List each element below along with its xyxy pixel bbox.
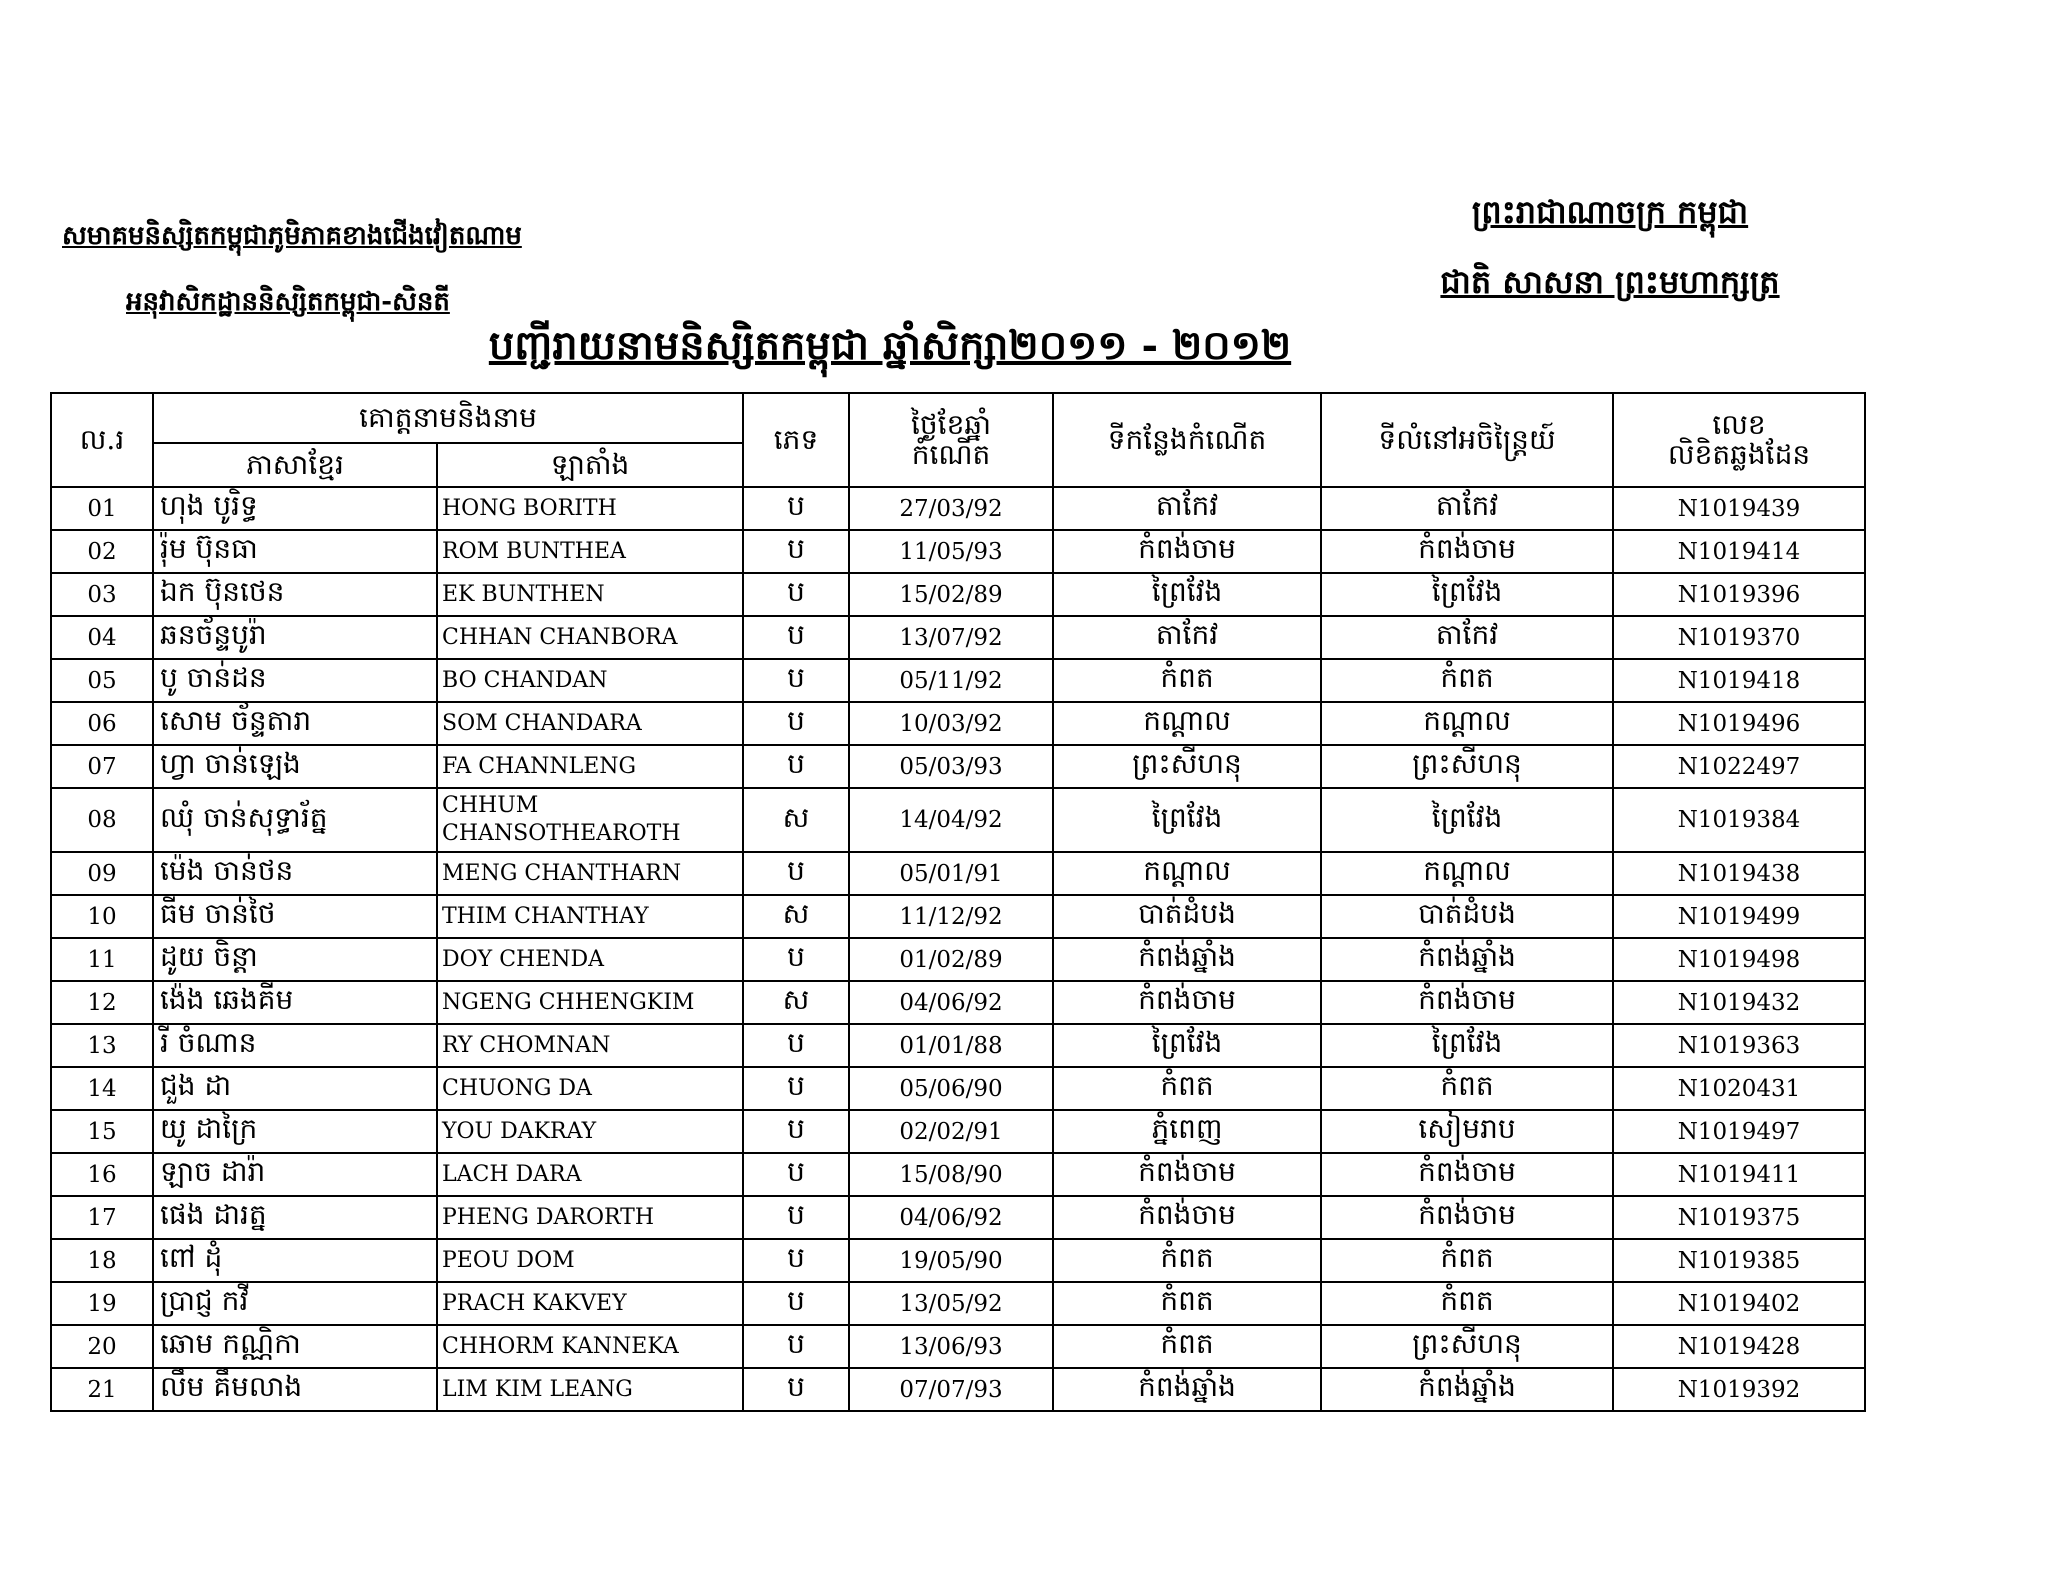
cell-passport: N1019370: [1613, 616, 1865, 659]
cell-passport: N1019384: [1613, 788, 1865, 852]
cell-dob: 02/02/91: [849, 1110, 1053, 1153]
cell-residence: កំពង់ចាម: [1321, 1153, 1613, 1196]
cell-birthplace: កំពង់ឆ្នាំង: [1053, 1368, 1321, 1411]
col-header-dob-line1: ថ្ងៃខែឆ្នាំ: [911, 408, 991, 441]
cell-passport: N1019411: [1613, 1153, 1865, 1196]
cell-dob: 04/06/92: [849, 1196, 1053, 1239]
cell-dob: 27/03/92: [849, 487, 1053, 530]
cell-no: 06: [51, 702, 153, 745]
cell-residence: ព្រះសីហនុ: [1321, 745, 1613, 788]
cell-name-latin: YOU DAKRAY: [437, 1110, 743, 1153]
cell-name-latin: PEOU DOM: [437, 1239, 743, 1282]
cell-residence: កណ្ដាល: [1321, 702, 1613, 745]
cell-no: 19: [51, 1282, 153, 1325]
cell-residence: កំពង់ចាម: [1321, 530, 1613, 573]
branch-name: អនុវាសិកដ្ឋាននិស្សិតកម្ពុជា-សិនតី: [126, 287, 450, 317]
cell-dob: 05/06/90: [849, 1067, 1053, 1110]
cell-no: 15: [51, 1110, 153, 1153]
col-header-passport: [1613, 393, 1865, 487]
cell-dob: 05/11/92: [849, 659, 1053, 702]
table-row: [51, 1153, 1865, 1196]
cell-name-khmer: ង៉េង ឆេងគីម: [153, 981, 437, 1024]
cell-sex: ប: [743, 1110, 849, 1153]
table-row: [51, 895, 1865, 938]
cell-name-latin: PHENG DARORTH: [437, 1196, 743, 1239]
cell-birthplace: ព្រៃវែង: [1053, 573, 1321, 616]
document-title: បញ្ជីរាយនាមនិស្សិតកម្ពុជា ឆ្នាំសិក្សា២០១១ - ២០១២: [488, 322, 1292, 369]
cell-residence: កំពត: [1321, 1067, 1613, 1110]
cell-residence: កំពត: [1321, 659, 1613, 702]
col-header-no: ល.រ: [51, 393, 153, 487]
cell-name-latin: BO CHANDAN: [437, 659, 743, 702]
cell-name-latin: CHHUM CHANSOTHEAROTH: [437, 788, 743, 852]
cell-no: 17: [51, 1196, 153, 1239]
cell-dob: 11/05/93: [849, 530, 1053, 573]
cell-no: 11: [51, 938, 153, 981]
cell-no: 09: [51, 852, 153, 895]
cell-name-khmer: សោម ច័ន្ទតារា: [153, 702, 437, 745]
cell-birthplace: កំពត: [1053, 1239, 1321, 1282]
cell-name-khmer: ឈុំ ចាន់សុទ្ធារ័ត្ន: [153, 788, 437, 852]
cell-birthplace: កំពង់ចាម: [1053, 530, 1321, 573]
cell-passport: N1019432: [1613, 981, 1865, 1024]
cell-birthplace: កណ្ដាល: [1053, 852, 1321, 895]
cell-name-khmer: ឯក ប៊ុនថេន: [153, 573, 437, 616]
table-row: [51, 1239, 1865, 1282]
cell-birthplace: កណ្ដាល: [1053, 702, 1321, 745]
cell-sex: ប: [743, 1282, 849, 1325]
cell-residence: ព្រៃវែង: [1321, 788, 1613, 852]
cell-passport: N1019497: [1613, 1110, 1865, 1153]
cell-no: 08: [51, 788, 153, 852]
table-row: [51, 702, 1865, 745]
cell-no: 21: [51, 1368, 153, 1411]
cell-birthplace: កំពង់ចាម: [1053, 1153, 1321, 1196]
cell-dob: 13/06/93: [849, 1325, 1053, 1368]
cell-birthplace: កំពត: [1053, 1325, 1321, 1368]
cell-no: 10: [51, 895, 153, 938]
table-row: [51, 852, 1865, 895]
cell-dob: 10/03/92: [849, 702, 1053, 745]
table-row: [51, 1110, 1865, 1153]
table-row: [51, 981, 1865, 1024]
col-header-residence: ទីលំនៅអចិន្ត្រៃយ៍: [1321, 393, 1613, 487]
cell-name-khmer: រី ចំណាន: [153, 1024, 437, 1067]
cell-sex: ស: [743, 788, 849, 852]
cell-birthplace: កំពង់ចាម: [1053, 1196, 1321, 1239]
table-row: [51, 616, 1865, 659]
cell-name-latin: HONG BORITH: [437, 487, 743, 530]
table-row: [51, 1368, 1865, 1411]
cell-name-latin: EK BUNTHEN: [437, 573, 743, 616]
cell-name-khmer: ពៅ ដុំ: [153, 1239, 437, 1282]
cell-name-latin: THIM CHANTHAY: [437, 895, 743, 938]
cell-name-khmer: ហ្វា ចាន់ឡេង: [153, 745, 437, 788]
cell-name-latin: ROM BUNTHEA: [437, 530, 743, 573]
cell-residence: ព្រះសីហនុ: [1321, 1325, 1613, 1368]
cell-sex: ប: [743, 1024, 849, 1067]
cell-no: 01: [51, 487, 153, 530]
cell-dob: 19/05/90: [849, 1239, 1053, 1282]
col-header-latin: ឡាតាំង: [437, 443, 743, 487]
cell-birthplace: ព្រៃវែង: [1053, 788, 1321, 852]
cell-no: 05: [51, 659, 153, 702]
cell-sex: ប: [743, 1239, 849, 1282]
cell-no: 14: [51, 1067, 153, 1110]
cell-residence: កំពត: [1321, 1239, 1613, 1282]
table-row: [51, 745, 1865, 788]
cell-name-khmer: លឹម គឹមលាង: [153, 1368, 437, 1411]
cell-dob: 01/02/89: [849, 938, 1053, 981]
national-motto: ជាតិ សាសនា ព្រះមហាក្សត្រ: [1440, 263, 1780, 301]
cell-birthplace: កំពង់ឆ្នាំង: [1053, 938, 1321, 981]
cell-passport: N1019414: [1613, 530, 1865, 573]
cell-name-khmer: ធីម ចាន់ថៃ: [153, 895, 437, 938]
cell-sex: ប: [743, 1368, 849, 1411]
cell-sex: ប: [743, 938, 849, 981]
cell-no: 20: [51, 1325, 153, 1368]
cell-birthplace: តាកែវ: [1053, 487, 1321, 530]
cell-no: 16: [51, 1153, 153, 1196]
cell-dob: 15/02/89: [849, 573, 1053, 616]
cell-name-khmer: ឡាច ដារ៉ា: [153, 1153, 437, 1196]
cell-name-latin: SOM CHANDARA: [437, 702, 743, 745]
association-header: [62, 218, 662, 320]
col-header-passport-line2: លិខិតឆ្លងដែន: [1667, 438, 1811, 471]
cell-name-khmer: បូ ចាន់ដន: [153, 659, 437, 702]
table-row: [51, 788, 1865, 852]
cell-no: 07: [51, 745, 153, 788]
cell-sex: ប: [743, 852, 849, 895]
cell-residence: សៀមរាប: [1321, 1110, 1613, 1153]
col-header-sex: ភេទ: [743, 393, 849, 487]
cell-sex: ប: [743, 573, 849, 616]
cell-sex: ប: [743, 745, 849, 788]
cell-residence: ព្រៃវែង: [1321, 573, 1613, 616]
cell-passport: N1019498: [1613, 938, 1865, 981]
cell-sex: ប: [743, 530, 849, 573]
cell-passport: N1019402: [1613, 1282, 1865, 1325]
cell-name-latin: LACH DARA: [437, 1153, 743, 1196]
cell-birthplace: បាត់ដំបង: [1053, 895, 1321, 938]
cell-passport: N1020431: [1613, 1067, 1865, 1110]
cell-dob: 04/06/92: [849, 981, 1053, 1024]
table-row: [51, 1196, 1865, 1239]
cell-birthplace: កំពត: [1053, 1067, 1321, 1110]
table-row: [51, 1282, 1865, 1325]
cell-name-khmer: ជួង ដា: [153, 1067, 437, 1110]
table-row: [51, 1325, 1865, 1368]
col-header-passport-line1: លេខ: [1712, 408, 1766, 441]
cell-no: 03: [51, 573, 153, 616]
cell-sex: ស: [743, 895, 849, 938]
cell-passport: N1019499: [1613, 895, 1865, 938]
table-row: [51, 1067, 1865, 1110]
cell-name-khmer: ដូយ ចិន្ដា: [153, 938, 437, 981]
cell-name-khmer: ប្រាជ្ញ កវី: [153, 1282, 437, 1325]
cell-name-latin: RY CHOMNAN: [437, 1024, 743, 1067]
cell-passport: N1019396: [1613, 573, 1865, 616]
cell-name-latin: CHHORM KANNEKA: [437, 1325, 743, 1368]
table-row: [51, 530, 1865, 573]
cell-residence: តាកែវ: [1321, 487, 1613, 530]
cell-no: 12: [51, 981, 153, 1024]
cell-name-latin: FA CHANNLENG: [437, 745, 743, 788]
col-header-birthplace: ទីកន្លែងកំណើត: [1053, 393, 1321, 487]
cell-passport: N1019392: [1613, 1368, 1865, 1411]
cell-birthplace: កំពង់ចាម: [1053, 981, 1321, 1024]
cell-passport: N1019496: [1613, 702, 1865, 745]
cell-residence: កំពង់ឆ្នាំង: [1321, 938, 1613, 981]
roster-body: [51, 487, 1865, 1411]
cell-passport: N1019363: [1613, 1024, 1865, 1067]
cell-residence: បាត់ដំបង: [1321, 895, 1613, 938]
table-row: [51, 573, 1865, 616]
table-row: [51, 1024, 1865, 1067]
cell-name-khmer: ហុង បូរិទ្ធ: [153, 487, 437, 530]
cell-passport: N1019375: [1613, 1196, 1865, 1239]
cell-sex: ប: [743, 1325, 849, 1368]
cell-sex: ប: [743, 702, 849, 745]
cell-sex: ប: [743, 487, 849, 530]
cell-birthplace: កំពត: [1053, 659, 1321, 702]
cell-residence: ព្រៃវែង: [1321, 1024, 1613, 1067]
cell-no: 18: [51, 1239, 153, 1282]
col-header-dob: [849, 393, 1053, 487]
kingdom-name: ព្រះរាជាណាចក្រ កម្ពុជា: [1471, 193, 1749, 231]
cell-passport: N1019438: [1613, 852, 1865, 895]
cell-passport: N1019418: [1613, 659, 1865, 702]
cell-name-latin: LIM KIM LEANG: [437, 1368, 743, 1411]
cell-residence: កំពង់ចាម: [1321, 1196, 1613, 1239]
cell-residence: កណ្ដាល: [1321, 852, 1613, 895]
col-header-khmer: ភាសាខ្មែរ: [153, 443, 437, 487]
cell-birthplace: ព្រៃវែង: [1053, 1024, 1321, 1067]
cell-sex: ប: [743, 1196, 849, 1239]
cell-passport: N1019428: [1613, 1325, 1865, 1368]
cell-sex: ប: [743, 1067, 849, 1110]
cell-birthplace: តាកែវ: [1053, 616, 1321, 659]
col-header-dob-line2: កំណើត: [911, 438, 991, 471]
table-row: [51, 659, 1865, 702]
cell-name-latin: NGENG CHHENGKIM: [437, 981, 743, 1024]
cell-name-khmer: ម៉េង ចាន់ថន: [153, 852, 437, 895]
cell-sex: ប: [743, 659, 849, 702]
cell-birthplace: ព្រះសីហនុ: [1053, 745, 1321, 788]
cell-residence: កំពង់ចាម: [1321, 981, 1613, 1024]
cell-dob: 05/01/91: [849, 852, 1053, 895]
cell-dob: 05/03/93: [849, 745, 1053, 788]
cell-dob: 01/01/88: [849, 1024, 1053, 1067]
cell-name-latin: CHHAN CHANBORA: [437, 616, 743, 659]
cell-name-khmer: ឆនច័ន្ទបូរ៉ា: [153, 616, 437, 659]
cell-dob: 11/12/92: [849, 895, 1053, 938]
kingdom-header: [1380, 190, 1840, 304]
cell-name-latin: CHUONG DA: [437, 1067, 743, 1110]
cell-sex: ស: [743, 981, 849, 1024]
cell-sex: ប: [743, 616, 849, 659]
cell-birthplace: ភ្នំពេញ: [1053, 1110, 1321, 1153]
cell-dob: 07/07/93: [849, 1368, 1053, 1411]
cell-no: 13: [51, 1024, 153, 1067]
cell-no: 04: [51, 616, 153, 659]
cell-sex: ប: [743, 1153, 849, 1196]
table-row: [51, 938, 1865, 981]
cell-residence: តាកែវ: [1321, 616, 1613, 659]
cell-residence: កំពង់ឆ្នាំង: [1321, 1368, 1613, 1411]
cell-residence: កំពត: [1321, 1282, 1613, 1325]
cell-passport: N1019439: [1613, 487, 1865, 530]
cell-birthplace: កំពត: [1053, 1282, 1321, 1325]
cell-name-khmer: ឆោម កណ្ណិកា: [153, 1325, 437, 1368]
cell-dob: 14/04/92: [849, 788, 1053, 852]
table-row: [51, 487, 1865, 530]
association-name: សមាគមនិស្សិតកម្ពុជាភូមិភាគខាងជើងវៀតណាម: [62, 221, 522, 251]
cell-dob: 13/05/92: [849, 1282, 1053, 1325]
cell-passport: N1022497: [1613, 745, 1865, 788]
cell-dob: 13/07/92: [849, 616, 1053, 659]
cell-dob: 15/08/90: [849, 1153, 1053, 1196]
cell-no: 02: [51, 530, 153, 573]
student-roster-table: [50, 392, 1866, 1412]
cell-passport: N1019385: [1613, 1239, 1865, 1282]
cell-name-khmer: យូ ដាក្រៃ: [153, 1110, 437, 1153]
cell-name-khmer: រ៉ុម ប៊ុនធា: [153, 530, 437, 573]
cell-name-latin: MENG CHANTHARN: [437, 852, 743, 895]
cell-name-khmer: ផេង ដារត្ន: [153, 1196, 437, 1239]
cell-name-latin: DOY CHENDA: [437, 938, 743, 981]
col-header-name-group: គោត្តនាមនិងនាម: [153, 393, 743, 443]
cell-name-latin: PRACH KAKVEY: [437, 1282, 743, 1325]
